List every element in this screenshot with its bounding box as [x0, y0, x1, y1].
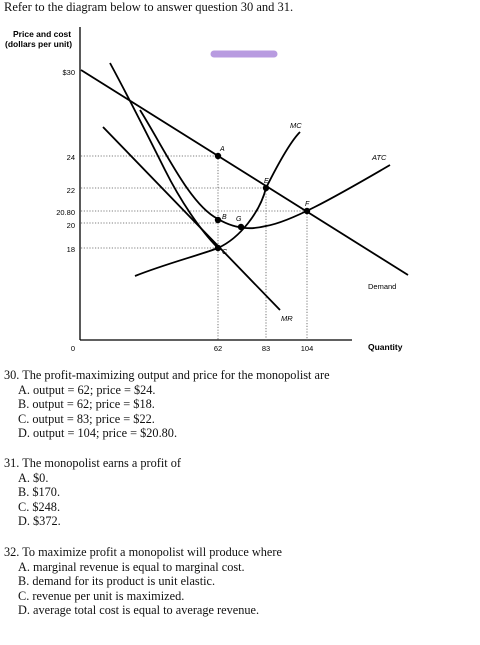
answer-option[interactable]	[4, 574, 282, 589]
question-31	[4, 456, 181, 529]
point-label-b: B	[222, 214, 227, 221]
x-axis-title: Quantity	[368, 342, 403, 352]
option-text: B. demand for its product is unit elastic.	[18, 574, 216, 589]
y-tick-label: 20	[66, 221, 75, 230]
option-text: B. output = 62; price = $18.	[18, 397, 155, 412]
option-text: D. average total cost is equal to average revenue.	[18, 603, 260, 618]
option-text: B. $170.	[18, 485, 61, 500]
curve-labels	[281, 121, 396, 323]
atc-curve	[140, 110, 390, 228]
y-tick-label: 24	[66, 153, 75, 162]
answer-option[interactable]	[4, 500, 181, 515]
point-c-marker	[215, 245, 221, 251]
y-axis-title-line1: Price and cost	[13, 29, 72, 39]
question-stem: 30. The profit-maximizing output and price for the monopolist are	[4, 368, 330, 382]
point-f-marker	[304, 208, 310, 214]
option-text: A. output = 62; price = $24.	[18, 382, 156, 397]
question-stem: 31. The monopolist earns a profit of	[4, 456, 182, 470]
answer-option[interactable]	[4, 603, 282, 618]
point-label-f: F	[305, 201, 310, 208]
answer-option[interactable]	[4, 383, 330, 398]
answer-option[interactable]	[4, 514, 181, 529]
answer-option[interactable]	[4, 471, 181, 486]
answer-option[interactable]	[4, 560, 282, 575]
answer-option[interactable]	[4, 412, 330, 427]
y-axis-title-line2: (dollars per unit)	[5, 39, 73, 49]
x-tick-label: 104	[300, 344, 314, 353]
option-text: A. $0.	[18, 470, 49, 485]
y-tick-labels	[56, 68, 75, 353]
point-label-g: G	[236, 216, 242, 223]
point-label-a: A	[220, 146, 225, 153]
question-stem: 32. To maximize profit a monopolist will produce where	[4, 545, 282, 559]
point-b-marker	[215, 217, 221, 223]
option-text: C. revenue per unit is maximized.	[18, 588, 185, 603]
mr-curve	[103, 127, 280, 310]
option-text: D. $372.	[18, 514, 61, 529]
intersection-points	[215, 153, 310, 251]
point-label-c: C	[222, 249, 228, 256]
option-text: A. marginal revenue is equal to marginal cost.	[18, 559, 245, 574]
y-tick-label: $30	[62, 68, 75, 77]
question-30	[4, 368, 330, 441]
option-text: C. $248.	[18, 499, 61, 514]
point-g-marker	[238, 224, 244, 230]
point-a-marker	[215, 153, 221, 159]
answer-option[interactable]	[4, 589, 282, 604]
answer-option[interactable]	[4, 485, 181, 500]
y-tick-label: 20.80	[56, 208, 75, 217]
demand-label: Demand	[368, 282, 397, 291]
x-tick-labels	[214, 344, 313, 353]
option-text: C. output = 83; price = $22.	[18, 411, 155, 426]
option-text: D. output = 104; price = $20.80.	[18, 426, 178, 441]
y-tick-label: 0	[70, 344, 75, 353]
point-e-marker	[263, 185, 269, 191]
mr-label: MR	[281, 314, 293, 323]
guide-lines	[81, 156, 307, 340]
mc-upper-branch	[110, 63, 218, 248]
answer-option[interactable]	[4, 426, 330, 441]
x-tick-label: 83	[261, 344, 271, 353]
atc-label: ATC	[372, 153, 387, 162]
mc-label: MC	[290, 121, 302, 130]
x-tick-label: 62	[213, 344, 223, 353]
question-32	[4, 545, 282, 618]
y-tick-label: 22	[66, 186, 75, 195]
y-tick-label: 18	[66, 245, 75, 254]
intro-text: Refer to the diagram below to answer question 30 and 31.	[4, 0, 294, 14]
curves	[81, 63, 408, 310]
point-label-e: E	[264, 178, 269, 185]
answer-option[interactable]	[4, 397, 330, 412]
